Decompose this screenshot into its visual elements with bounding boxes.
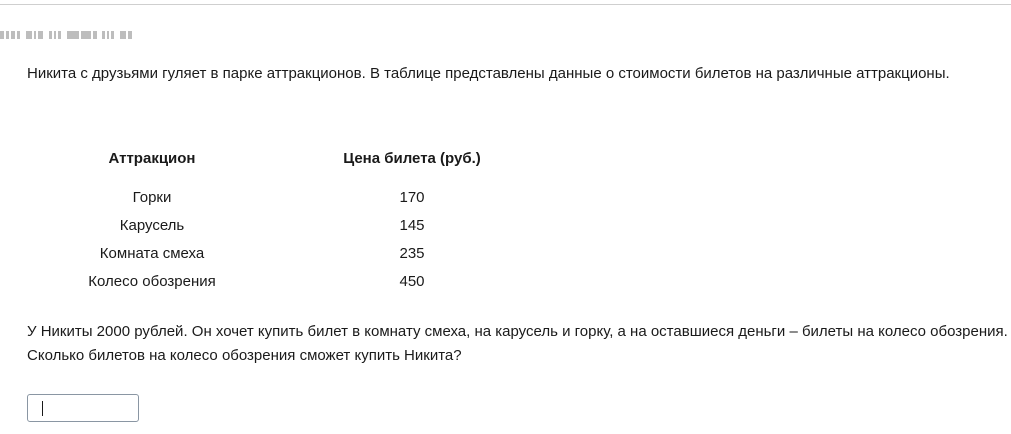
attraction-name: Карусель <box>119 216 185 234</box>
attraction-name: Комната смеха <box>99 244 205 262</box>
attraction-name: Колесо обозрения <box>88 272 216 290</box>
ticket-price: 235 <box>399 244 425 262</box>
column-header-attraction: Аттракцион <box>108 149 196 167</box>
table-row <box>62 211 582 239</box>
task-intro-text: Никита с друзьями гуляет в парке аттракционов. В таблице представлены данные о стоимости билетов на различные аттракционы. <box>27 65 950 82</box>
table-header-row <box>62 143 582 173</box>
attraction-name: Горки <box>132 188 172 206</box>
table-row <box>62 267 582 295</box>
ticket-price: 450 <box>399 272 425 290</box>
ticket-price: 145 <box>399 216 425 234</box>
table-row <box>62 183 582 211</box>
top-divider <box>0 0 1011 5</box>
table-row <box>62 239 582 267</box>
text-cursor <box>42 401 43 416</box>
ticket-price-table <box>62 143 582 295</box>
column-header-price: Цена билета (руб.) <box>343 149 481 167</box>
ticket-price: 170 <box>399 188 425 206</box>
task-question-text: У Никиты 2000 рублей. Он хочет купить билет в комнату смеха, на карусель и горку, а на оставшиеся деньги – билеты на колесо обозрения. Сколько билетов на колесо обозрения сможет купить Никита? <box>27 323 1008 364</box>
faded-header-line <box>0 30 140 40</box>
answer-input[interactable] <box>27 394 139 422</box>
